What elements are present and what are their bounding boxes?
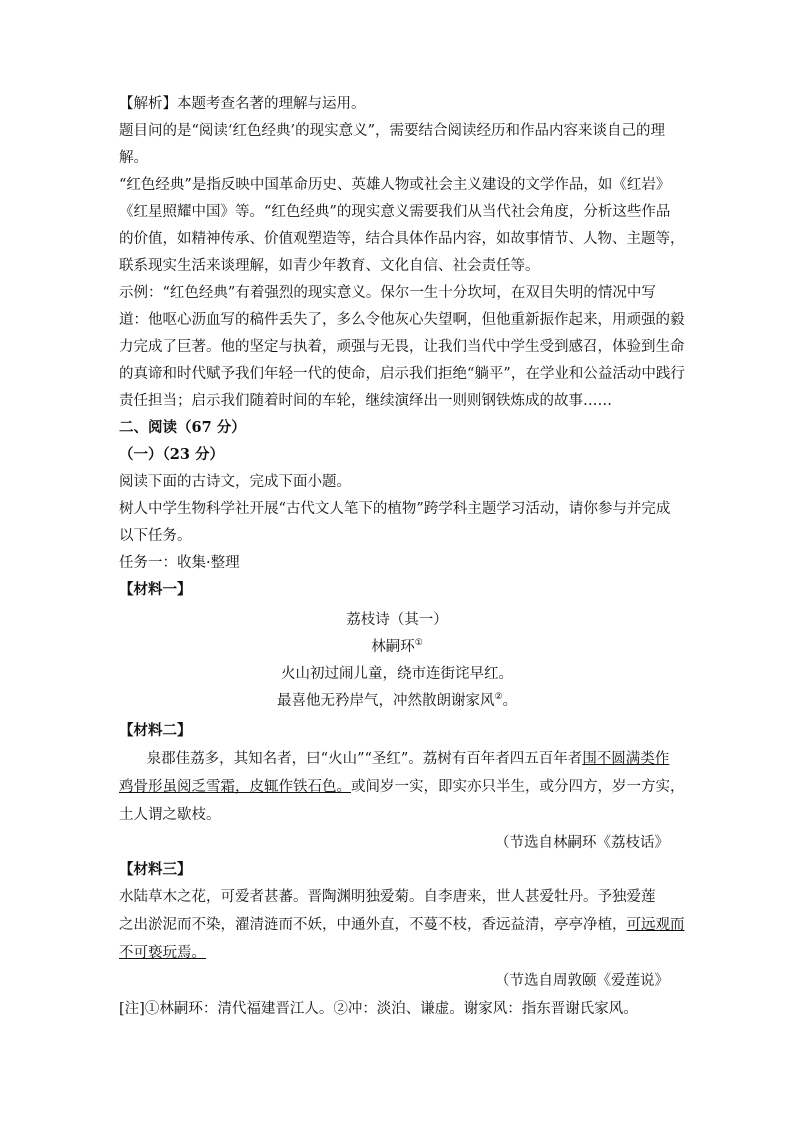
material-paragraph-line <box>119 775 685 796</box>
subsection-title: （一）（23 分） <box>119 446 224 463</box>
analysis-intro: 本题考查名著的理解与运用。 <box>177 96 366 112</box>
analysis-line: 责任担当；启示我们随着时间的车轮，继续演绎出一则则钢铁炼成的故事…… <box>119 393 612 409</box>
poem-line: 火山初过闹儿童，绕市连街诧早红。 <box>281 666 513 682</box>
poem-author <box>119 635 675 656</box>
material-label: 【材料一】 <box>119 581 192 598</box>
underlined-text: 不可亵玩焉。 <box>119 945 206 961</box>
poem-title: 荔枝诗（其一） <box>346 612 448 628</box>
analysis-heading <box>119 92 366 113</box>
analysis-line: 题目问的是“阅读‘红色经典’的现实意义”，需要结合阅读经历和作品内容来谈自己的理 <box>119 123 666 139</box>
material-source: （节选自林嗣环《荔枝话》 <box>495 835 669 851</box>
material-paragraph-line <box>119 913 685 934</box>
poem-author-name: 林嗣环 <box>371 639 415 655</box>
analysis-line: 《红星照耀中国》等。“红色经典”的现实意义需要我们从当代社会角度，分析这些作品 <box>119 204 671 220</box>
footnote: [注]①林嗣环：清代福建晋江人。②冲：淡泊、谦虚。谢家风：指东晋谢氏家风。 <box>119 1001 638 1017</box>
analysis-label: 【解析】 <box>119 96 177 112</box>
material-source: （节选自周敦颐《爱莲说》 <box>495 973 669 989</box>
material-paragraph-line: 水陆草木之花，可爱者甚蕃。晋陶渊明独爱菊。自李唐来，世人甚爱牡丹。予独爱莲 <box>119 889 656 905</box>
section-title: 二、阅读（67 分） <box>119 419 246 436</box>
poem-line-text: 最喜他无矜岸气，冲然散朗谢家风 <box>276 693 495 709</box>
text-span: 泉郡佳荔多，其知名者，曰“火山”“圣红”。荔树有百年者四五百年者 <box>119 751 583 767</box>
instruction: 阅读下面的古诗文，完成下面小题。 <box>119 474 351 490</box>
analysis-line: 解。 <box>119 150 148 166</box>
underlined-text: 可远观而 <box>626 917 685 933</box>
analysis-line: 道：他呕心沥血写的稿件丢失了，多么令他灰心失望啊，但他重新振作起来，用顽强的毅 <box>119 312 685 328</box>
analysis-line: 联系现实生活来谈理解，如青少年教育、文化自信、社会责任等。 <box>119 258 540 274</box>
task-intro: 以下任务。 <box>119 528 192 544</box>
analysis-line: 示例：“红色经典”有着强烈的现实意义。保尔一生十分坎坷，在双目失明的情况中写 <box>119 285 656 301</box>
analysis-line: 的价值，如精神传承、价值观塑造等，结合具体作品内容，如故事情节、人物、主题等， <box>119 231 685 247</box>
material-paragraph-line <box>119 747 669 768</box>
material-paragraph-line: 土人谓之歇枝。 <box>119 807 221 823</box>
poem-line <box>119 689 675 710</box>
footnote-marker: ① <box>414 638 423 648</box>
material-label: 【材料三】 <box>119 861 192 878</box>
analysis-line: “红色经典”是指反映中国革命历史、英雄人物或社会主义建设的文学作品，如《红岩》 <box>119 177 671 193</box>
analysis-line: 力完成了巨著。他的坚定与执着，顽强与无畏，让我们当代中学生受到感召，体验到生命 <box>119 339 685 355</box>
text-span: 或间岁一实，即实亦只半生，或分四方，岁一方实， <box>351 779 685 795</box>
material-paragraph-line <box>119 941 206 962</box>
material-label: 【材料二】 <box>119 722 192 739</box>
task-one: 任务一：收集·整理 <box>119 555 240 571</box>
underlined-text: 鸡骨形虽阅乏雪霜，皮辄作铁石色。 <box>119 779 351 795</box>
footnote-marker: ② <box>494 692 503 702</box>
text-span: 之出淤泥而不染，濯清涟而不妖，中通外直，不蔓不枝，香远益清，亭亭净植， <box>119 917 627 933</box>
analysis-line: 的真谛和时代赋予我们年轻一代的使命，启示我们拒绝“躺平”，在学业和公益活动中践行 <box>119 366 685 382</box>
underlined-text: 围不圆满类作 <box>582 751 670 767</box>
poem-line-end: 。 <box>502 693 518 709</box>
task-intro: 树人中学生物科学社开展“古代文人笔下的植物”跨学科主题学习活动，请你参与并完成 <box>119 501 671 517</box>
